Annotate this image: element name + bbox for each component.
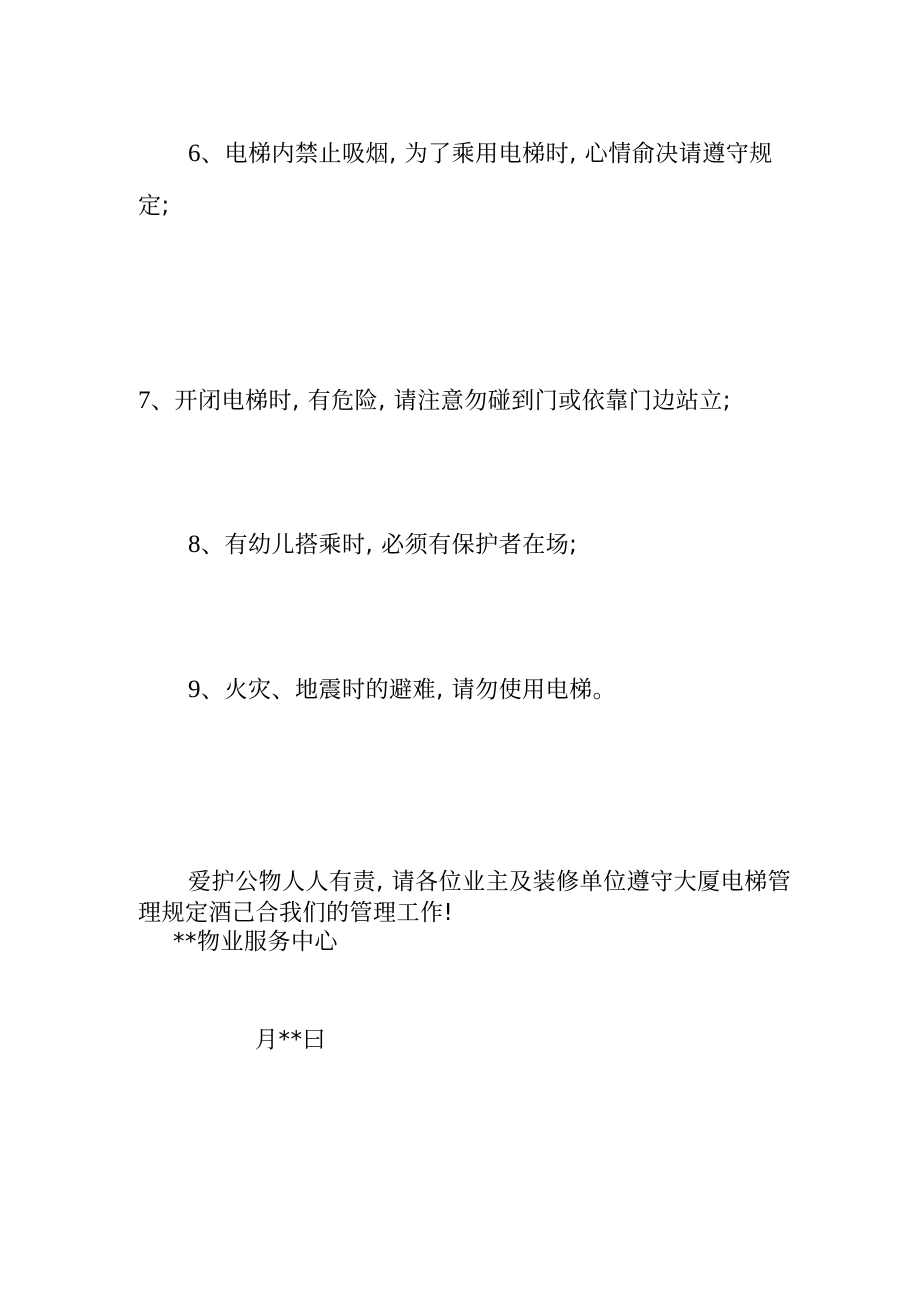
rule-6-number: 6 [188,140,201,167]
rule-7-line [138,386,731,416]
closing-line-2: 理规定酒己合我们的管理工作! [138,900,454,926]
rule-8-line [188,530,577,560]
signature: **物业服务中心 [173,929,338,955]
rule-6-line-2: 定; [138,193,170,219]
rule-7-number: 7 [138,387,151,414]
rule-6-text: 、电梯内禁止吸烟, 为了乘用电梯时, 心情俞决请遵守规 [201,141,773,167]
rule-9-line [188,675,616,705]
rule-9-number: 9 [188,676,201,703]
rule-8-text: 、有幼儿搭乘时, 必须有保护者在场; [201,532,578,558]
rule-8-number: 8 [188,531,201,558]
rule-6-line-1 [188,139,773,169]
rule-7-text: 、开闭电梯时, 有危险, 请注意勿碰到门或依靠门边站立; [151,388,731,414]
closing-line-1: 爱护公物人人有责, 请各位业主及装修单位遵守大厦电梯管 [188,869,792,895]
rule-9-text: 、火灾、地震时的避难, 请勿使用电梯。 [201,677,617,703]
date: 月**曰 [255,1027,326,1053]
